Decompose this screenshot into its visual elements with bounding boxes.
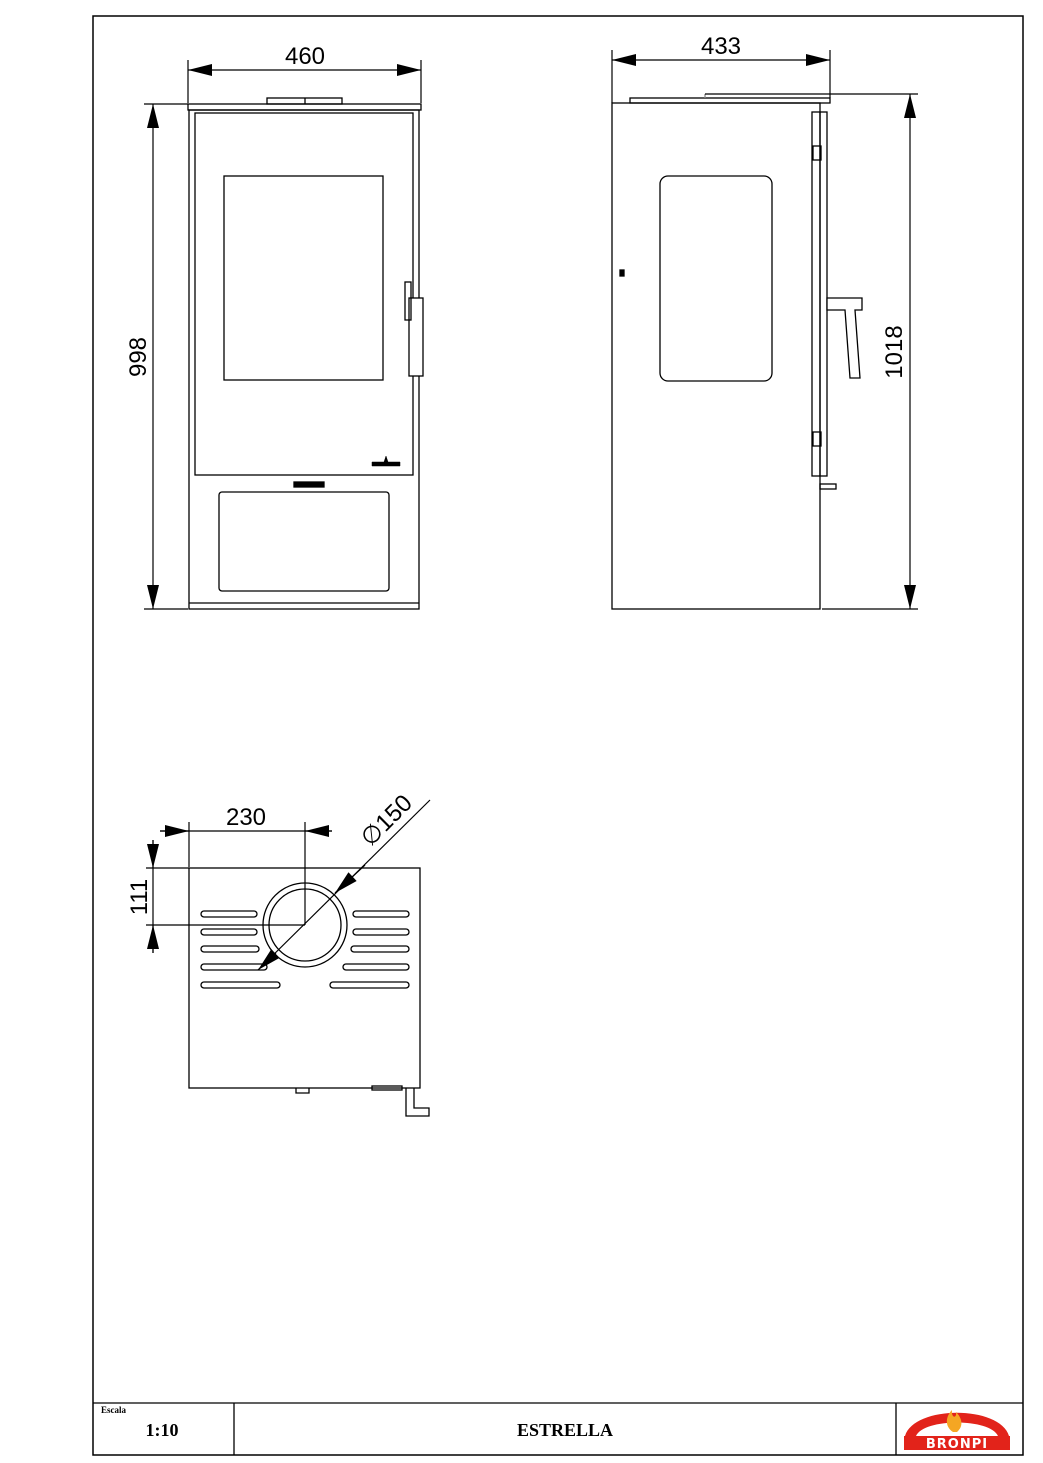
top-handle-projection bbox=[406, 1088, 429, 1116]
side-height-label: 1018 bbox=[881, 325, 908, 379]
top-diameter-dimension bbox=[258, 800, 430, 970]
side-view bbox=[612, 94, 862, 609]
sheet-border bbox=[93, 16, 1023, 1455]
top-vent-slots-right bbox=[330, 911, 409, 988]
top-offset-y-dimension bbox=[146, 840, 305, 953]
brand-logo bbox=[904, 1410, 1010, 1452]
side-window bbox=[660, 176, 772, 381]
front-height-label: 998 bbox=[125, 336, 152, 378]
top-offset-y-label: 111 bbox=[126, 878, 153, 916]
front-view bbox=[188, 98, 423, 609]
front-glass bbox=[224, 176, 383, 380]
front-lower-door bbox=[219, 492, 389, 591]
scale-caption: Escala bbox=[101, 1405, 127, 1415]
top-offset-x-dimension bbox=[160, 822, 332, 925]
front-door bbox=[195, 113, 413, 475]
model-name: ESTRELLA bbox=[516, 1420, 614, 1440]
brand-name: BRONPI bbox=[925, 1437, 989, 1452]
top-offset-x-label: 230 bbox=[225, 804, 267, 831]
front-width-label: 460 bbox=[284, 43, 326, 70]
side-width-label: 433 bbox=[700, 33, 742, 60]
scale-value: 1:10 bbox=[145, 1420, 179, 1440]
top-view bbox=[189, 868, 429, 1116]
side-door-handle bbox=[827, 298, 862, 378]
front-brand-mark bbox=[372, 456, 400, 466]
front-top-plate bbox=[188, 104, 421, 110]
side-top-plate bbox=[630, 98, 830, 103]
top-vent-slots-left bbox=[201, 911, 280, 988]
side-body bbox=[612, 103, 820, 609]
top-diameter-label: ∅150 bbox=[355, 789, 418, 852]
front-air-control bbox=[294, 482, 324, 487]
